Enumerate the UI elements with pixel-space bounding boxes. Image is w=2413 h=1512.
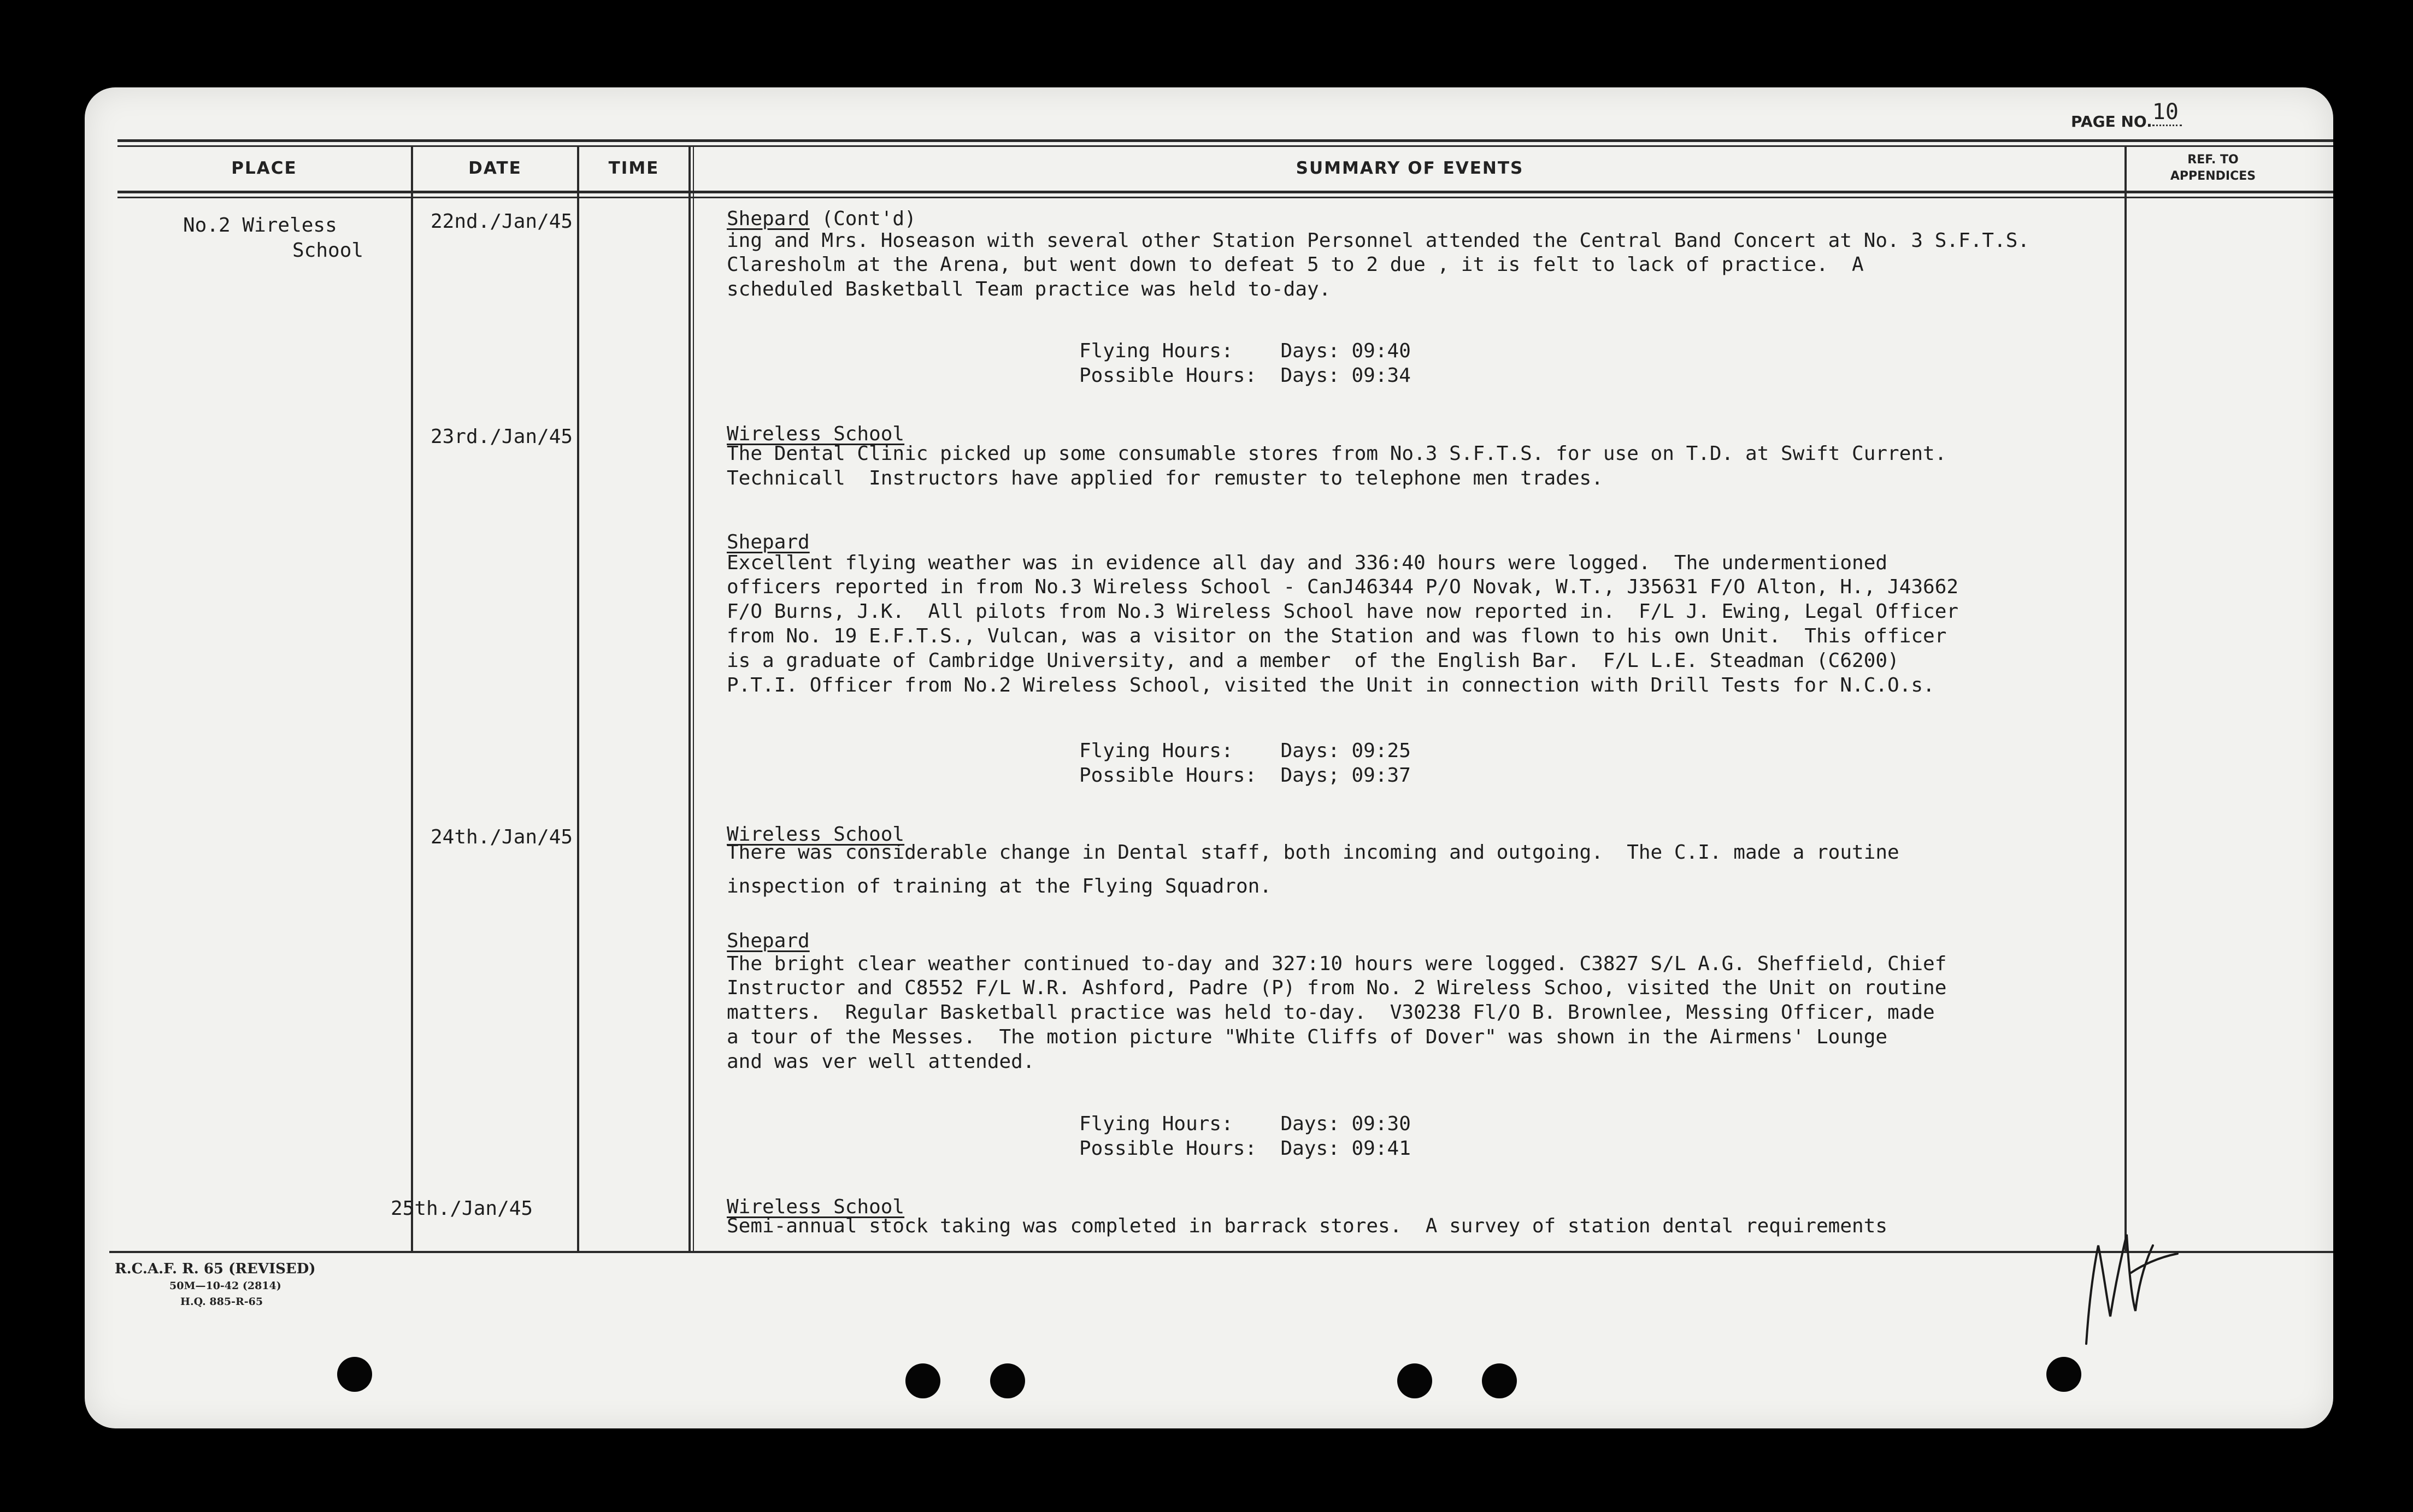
entry-3-flying-hours: Flying Hours: Days: 09:25: [1079, 740, 1411, 762]
place-line-1: No.2 Wireless: [183, 214, 337, 237]
entry-2-heading: Wireless School: [727, 423, 905, 445]
footer-rule: [109, 1251, 2333, 1253]
entry-3-line-6: P.T.I. Officer from No.2 Wireless School, visited the Unit in connection with Drill Tests for N.C.O.s.: [727, 674, 1935, 696]
entry-4-heading: Wireless School: [727, 823, 905, 846]
column-header-date: DATE: [468, 158, 522, 178]
page-number-label: PAGE NO.: [2071, 113, 2152, 131]
entry-1-heading-suffix: (Cont'd): [809, 208, 916, 230]
page-number: [2071, 99, 2182, 132]
entry-5-line-3: matters. Regular Basketball practice was held to-day. V30238 Fl/O B. Brownlee, Messing Officer, made: [727, 1001, 1935, 1024]
column-divider-place: [411, 145, 413, 1251]
entry-5-flying-hours: Flying Hours: Days: 09:30: [1079, 1113, 1411, 1135]
form-number: R.C.A.F. R. 65 (REVISED): [115, 1261, 316, 1277]
column-header-time: TIME: [608, 158, 660, 178]
entry-5-line-4: a tour of the Messes. The motion picture "White Cliffs of Dover" was shown in the Airmens' Lounge: [727, 1026, 1888, 1048]
ref-line-1: REF. TO: [2187, 153, 2239, 167]
entry-3-heading: Shepard: [727, 531, 810, 553]
entry-1-flying-hours: Flying Hours: Days: 09:40: [1079, 340, 1411, 362]
entry-6-heading: Wireless School: [727, 1196, 905, 1218]
entry-6-line-1: Semi-annual stock taking was completed in barrack stores. A survey of station dental requirements: [727, 1215, 1888, 1237]
header-top-rule-2: [117, 145, 2333, 147]
handwritten-initials: [2076, 1224, 2180, 1349]
entry-5-line-2: Instructor and C8552 F/L W.R. Ashford, Padre (P) from No. 2 Wireless Schoo, visited the Unit on routine: [727, 977, 1947, 999]
date-entry-2: 23rd./Jan/45: [431, 426, 573, 448]
place-line-2: School: [292, 239, 364, 262]
entry-1-heading: [727, 206, 916, 231]
entry-4-line-2: inspection of training at the Flying Squadron.: [727, 875, 1272, 897]
entry-4-line-1: There was considerable change in Dental staff, both incoming and outgoing. The C.I. made a routine: [727, 841, 1899, 864]
date-entry-3: 24th./Jan/45: [431, 826, 573, 848]
binder-hole: [990, 1363, 1025, 1398]
form-print-code: 50M—10-42 (2814): [169, 1280, 281, 1292]
entry-1-line-1: ing and Mrs. Hoseason with several other Station Personnel attended the Central Band Concert at No. 3 S.F.T.S.: [727, 229, 2030, 252]
column-header-place: PLACE: [231, 158, 297, 178]
entry-1-line-2: Claresholm at the Arena, but went down to defeat 5 to 2 due , it is felt to lack of practice. A: [727, 253, 1864, 276]
entry-3-line-4: from No. 19 E.F.T.S., Vulcan, was a visitor on the Station and was flown to his own Unit. This officer: [727, 625, 1947, 647]
date-entry-1: 22nd./Jan/45: [431, 210, 573, 233]
date-entry-4: 25th./Jan/45: [391, 1197, 533, 1220]
header-top-rule: [117, 139, 2333, 142]
entry-2-line-2: Technicall Instructors have applied for remuster to telephone men trades.: [727, 467, 1603, 489]
binder-hole: [1482, 1363, 1517, 1398]
entry-1-heading-text: Shepard: [727, 208, 810, 230]
entry-5-line-5: and was ver well attended.: [727, 1050, 1035, 1073]
column-header-ref: [2131, 152, 2295, 185]
entry-5-line-1: The bright clear weather continued to-day and 327:10 hours were logged. C3827 S/L A.G. Sheffield, Chief: [727, 953, 1947, 975]
form-hq-code: H.Q. 885-R-65: [180, 1296, 263, 1308]
ref-line-2: APPENDICES: [2170, 169, 2256, 183]
column-divider-time: [688, 145, 691, 1251]
page-number-value: 10: [2152, 99, 2182, 126]
entry-3-line-1: Excellent flying weather was in evidence all day and 336:40 hours were logged. The undermentioned: [727, 552, 1888, 574]
entry-3-line-2: officers reported in from No.3 Wireless School - CanJ46344 P/O Novak, W.T., J35631 F/O Alton, H., J43662: [727, 576, 1959, 598]
binder-hole: [1397, 1363, 1432, 1398]
entry-1-possible-hours: Possible Hours: Days: 09:34: [1079, 364, 1411, 387]
column-divider-date: [577, 145, 579, 1251]
binder-hole: [337, 1357, 372, 1392]
column-divider-summary: [2124, 145, 2127, 1251]
entry-2-line-1: The Dental Clinic picked up some consumable stores from No.3 S.F.T.S. for use on T.D. at Swift Current.: [727, 442, 1947, 465]
binder-hole: [2046, 1357, 2081, 1392]
entry-3-possible-hours: Possible Hours: Days; 09:37: [1079, 764, 1411, 787]
entry-3-line-3: F/O Burns, J.K. All pilots from No.3 Wireless School have now reported in. F/L J. Ewing, Legal Officer: [727, 600, 1959, 623]
binder-hole: [905, 1363, 940, 1398]
column-divider-time-2: [693, 145, 694, 1251]
entry-5-possible-hours: Possible Hours: Days: 09:41: [1079, 1137, 1411, 1160]
entry-1-line-3: scheduled Basketball Team practice was held to-day.: [727, 278, 1331, 300]
header-bottom-rule-2: [117, 197, 2333, 198]
entry-3-line-5: is a graduate of Cambridge University, and a member of the English Bar. F/L L.E. Steadman (C6200): [727, 649, 1899, 672]
header-bottom-rule: [117, 191, 2333, 193]
entry-5-heading: Shepard: [727, 930, 810, 952]
column-header-summary: SUMMARY OF EVENTS: [1296, 158, 1524, 178]
